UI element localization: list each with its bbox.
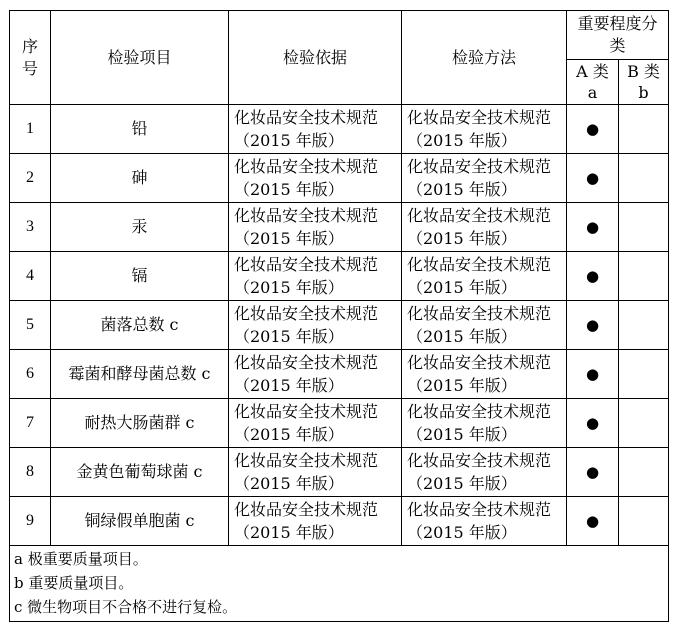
notes-row <box>10 546 669 622</box>
inspection-table-container <box>9 10 669 622</box>
row-method: 化妆品安全技术规范（2015 年版） <box>402 301 567 350</box>
table-body <box>10 105 669 546</box>
row-item: 金黄色葡萄球菌 c <box>51 448 229 497</box>
row-method: 化妆品安全技术规范（2015 年版） <box>402 252 567 301</box>
row-method: 化妆品安全技术规范（2015 年版） <box>402 203 567 252</box>
note-b: b 重要质量项目。 <box>14 574 134 592</box>
row-class-b <box>619 252 669 301</box>
table-row <box>10 203 669 252</box>
table-row <box>10 301 669 350</box>
row-seq: 9 <box>10 497 51 546</box>
row-seq: 7 <box>10 399 51 448</box>
header-seq: 序号 <box>10 11 51 105</box>
header-class-a-code: a <box>587 83 598 102</box>
row-item: 菌落总数 c <box>51 301 229 350</box>
header-class-b <box>619 60 669 105</box>
row-class-a: ● <box>567 252 619 301</box>
header-item: 检验项目 <box>51 11 229 105</box>
row-basis: 化妆品安全技术规范（2015 年版） <box>229 154 402 203</box>
table-row <box>10 350 669 399</box>
row-method: 化妆品安全技术规范（2015 年版） <box>402 448 567 497</box>
row-basis: 化妆品安全技术规范（2015 年版） <box>229 252 402 301</box>
header-basis: 检验依据 <box>229 11 402 105</box>
row-seq: 6 <box>10 350 51 399</box>
table-row <box>10 252 669 301</box>
row-seq: 3 <box>10 203 51 252</box>
row-basis: 化妆品安全技术规范（2015 年版） <box>229 399 402 448</box>
table-row <box>10 497 669 546</box>
row-class-b <box>619 497 669 546</box>
row-basis: 化妆品安全技术规范（2015 年版） <box>229 448 402 497</box>
row-class-b <box>619 154 669 203</box>
table-row <box>10 105 669 154</box>
row-class-b <box>619 448 669 497</box>
header-class-b-label: B 类 <box>627 62 660 81</box>
row-class-a: ● <box>567 154 619 203</box>
row-item: 铅 <box>51 105 229 154</box>
inspection-items-table <box>9 10 669 622</box>
row-item: 霉菌和酵母菌总数 c <box>51 350 229 399</box>
row-item: 汞 <box>51 203 229 252</box>
header-class-b-code: b <box>638 83 649 102</box>
row-class-a: ● <box>567 448 619 497</box>
row-class-a: ● <box>567 301 619 350</box>
row-class-a: ● <box>567 350 619 399</box>
row-seq: 1 <box>10 105 51 154</box>
note-a: a 极重要质量项目。 <box>14 550 148 568</box>
row-class-a: ● <box>567 497 619 546</box>
notes-cell <box>10 546 669 622</box>
row-method: 化妆品安全技术规范（2015 年版） <box>402 154 567 203</box>
row-method: 化妆品安全技术规范（2015 年版） <box>402 497 567 546</box>
row-basis: 化妆品安全技术规范（2015 年版） <box>229 105 402 154</box>
row-method: 化妆品安全技术规范（2015 年版） <box>402 399 567 448</box>
row-method: 化妆品安全技术规范（2015 年版） <box>402 350 567 399</box>
row-basis: 化妆品安全技术规范（2015 年版） <box>229 301 402 350</box>
table-row <box>10 448 669 497</box>
row-seq: 4 <box>10 252 51 301</box>
row-class-a: ● <box>567 399 619 448</box>
row-basis: 化妆品安全技术规范（2015 年版） <box>229 203 402 252</box>
row-item: 镉 <box>51 252 229 301</box>
row-class-b <box>619 399 669 448</box>
row-item: 耐热大肠菌群 c <box>51 399 229 448</box>
row-class-a: ● <box>567 203 619 252</box>
header-method: 检验方法 <box>402 11 567 105</box>
row-basis: 化妆品安全技术规范（2015 年版） <box>229 350 402 399</box>
row-class-b <box>619 203 669 252</box>
row-class-a: ● <box>567 105 619 154</box>
row-item: 砷 <box>51 154 229 203</box>
row-seq: 2 <box>10 154 51 203</box>
header-class-a-label: A 类 <box>576 62 609 81</box>
row-seq: 5 <box>10 301 51 350</box>
header-class-a <box>567 60 619 105</box>
row-seq: 8 <box>10 448 51 497</box>
table-row <box>10 154 669 203</box>
row-class-b <box>619 105 669 154</box>
row-class-b <box>619 350 669 399</box>
row-item: 铜绿假单胞菌 c <box>51 497 229 546</box>
row-basis: 化妆品安全技术规范（2015 年版） <box>229 497 402 546</box>
table-row <box>10 399 669 448</box>
row-class-b <box>619 301 669 350</box>
row-method: 化妆品安全技术规范（2015 年版） <box>402 105 567 154</box>
note-c: c 微生物项目不合格不进行复检。 <box>14 598 238 616</box>
header-row-top <box>10 11 669 60</box>
header-classification: 重要程度分类 <box>567 11 669 60</box>
